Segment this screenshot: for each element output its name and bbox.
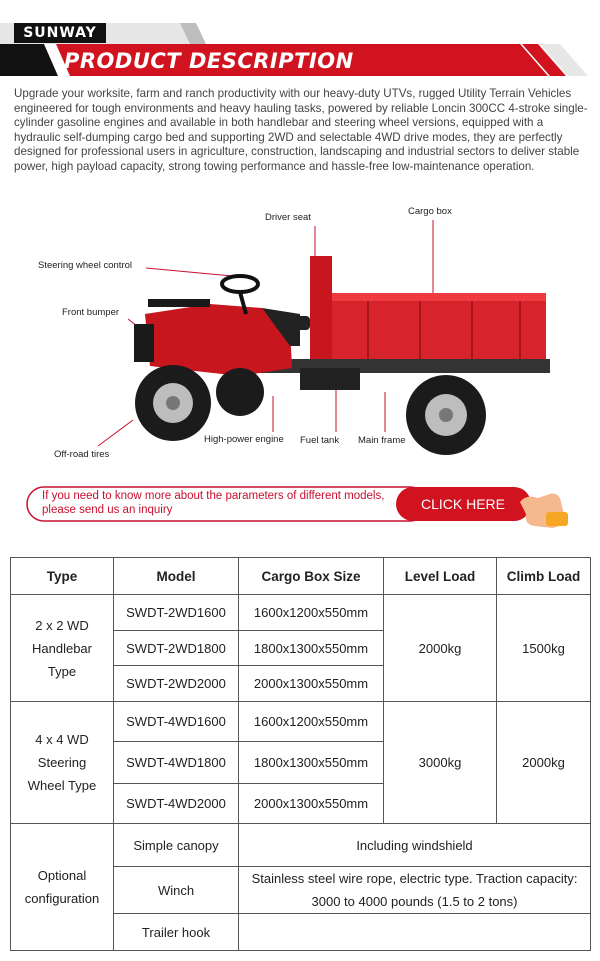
model-cell: SWDT-4WD2000 — [114, 784, 239, 824]
type-2wd: 2 x 2 WD Handlebar Type — [11, 595, 114, 702]
callout-engine: High-power engine — [204, 434, 284, 445]
header-climb-load: Climb Load — [497, 558, 591, 595]
spec-table — [10, 557, 591, 951]
callout-fuel-tank: Fuel tank — [300, 435, 340, 446]
utv-illustration — [0, 196, 600, 476]
level-load-2wd: 2000kg — [384, 595, 497, 702]
header-model: Model — [114, 558, 239, 595]
table-row — [11, 824, 591, 867]
table-row — [11, 702, 591, 742]
callout-cargo-box: Cargo box — [408, 206, 452, 217]
model-cell: SWDT-4WD1800 — [114, 742, 239, 784]
type-optional: Optional configuration — [11, 824, 114, 951]
click-here-button[interactable]: CLICK HERE — [420, 496, 506, 512]
size-cell: 2000x1300x550mm — [239, 666, 384, 702]
pointing-hand-icon — [516, 486, 572, 530]
table-row — [11, 595, 591, 631]
option-item: Trailer hook — [114, 914, 239, 951]
climb-load-4wd: 2000kg — [497, 702, 591, 824]
size-cell: 1600x1200x550mm — [239, 595, 384, 631]
climb-load-2wd: 1500kg — [497, 595, 591, 702]
header-cargo-size: Cargo Box Size — [239, 558, 384, 595]
size-cell: 1800x1300x550mm — [239, 742, 384, 784]
option-desc: Including windshield — [239, 824, 591, 867]
header-level-load: Level Load — [384, 558, 497, 595]
size-cell: 1600x1200x550mm — [239, 702, 384, 742]
callout-steering: Steering wheel control — [38, 260, 132, 271]
callout-main-frame: Main frame — [358, 435, 406, 446]
option-desc — [239, 914, 591, 951]
callout-driver-seat: Driver seat — [265, 212, 311, 223]
model-cell: SWDT-2WD1600 — [114, 595, 239, 631]
model-cell: SWDT-2WD2000 — [114, 666, 239, 702]
page-title: PRODUCT DESCRIPTION — [64, 49, 354, 73]
header-type: Type — [11, 558, 114, 595]
brand-logo: SUNWAY — [14, 23, 106, 43]
option-desc: Stainless steel wire rope, electric type. Traction capacity: 3000 to 4000 pounds (1.5 to 2 tons) — [239, 867, 591, 914]
size-cell: 2000x1300x550mm — [239, 784, 384, 824]
option-item: Simple canopy — [114, 824, 239, 867]
level-load-4wd: 3000kg — [384, 702, 497, 824]
model-cell: SWDT-4WD1600 — [114, 702, 239, 742]
model-cell: SWDT-2WD1800 — [114, 631, 239, 666]
inquiry-text: If you need to know more about the parameters of different models, please send us an inquiry — [42, 490, 385, 516]
table-header-row — [11, 558, 591, 595]
callout-front-bumper: Front bumper — [62, 307, 120, 318]
callout-tires: Off-road tires — [54, 449, 110, 460]
option-item: Winch — [114, 867, 239, 914]
size-cell: 1800x1300x550mm — [239, 631, 384, 666]
intro-paragraph: Upgrade your worksite, farm and ranch productivity with our heavy-duty UTVs, rugged Utility Terrain Vehicles engineered for tough environments and heavy hauling tasks, powered by reliable Loncin 300CC 4-stroke single-cylinder gasoline engines and available in both handlebar and steering wheel versions, equipped with a hydraulic self-dumping cargo bed and supporting 2WD and selectable 4WD drive modes, they are perfectly designed for professional users in agriculture, construction, landscaping and industrial sectors to deliver stable power, high payload capacity, strong towing performance and hassle-free low-maintenance operation. — [14, 87, 588, 173]
type-4wd: 4 x 4 WD Steering Wheel Type — [11, 702, 114, 824]
